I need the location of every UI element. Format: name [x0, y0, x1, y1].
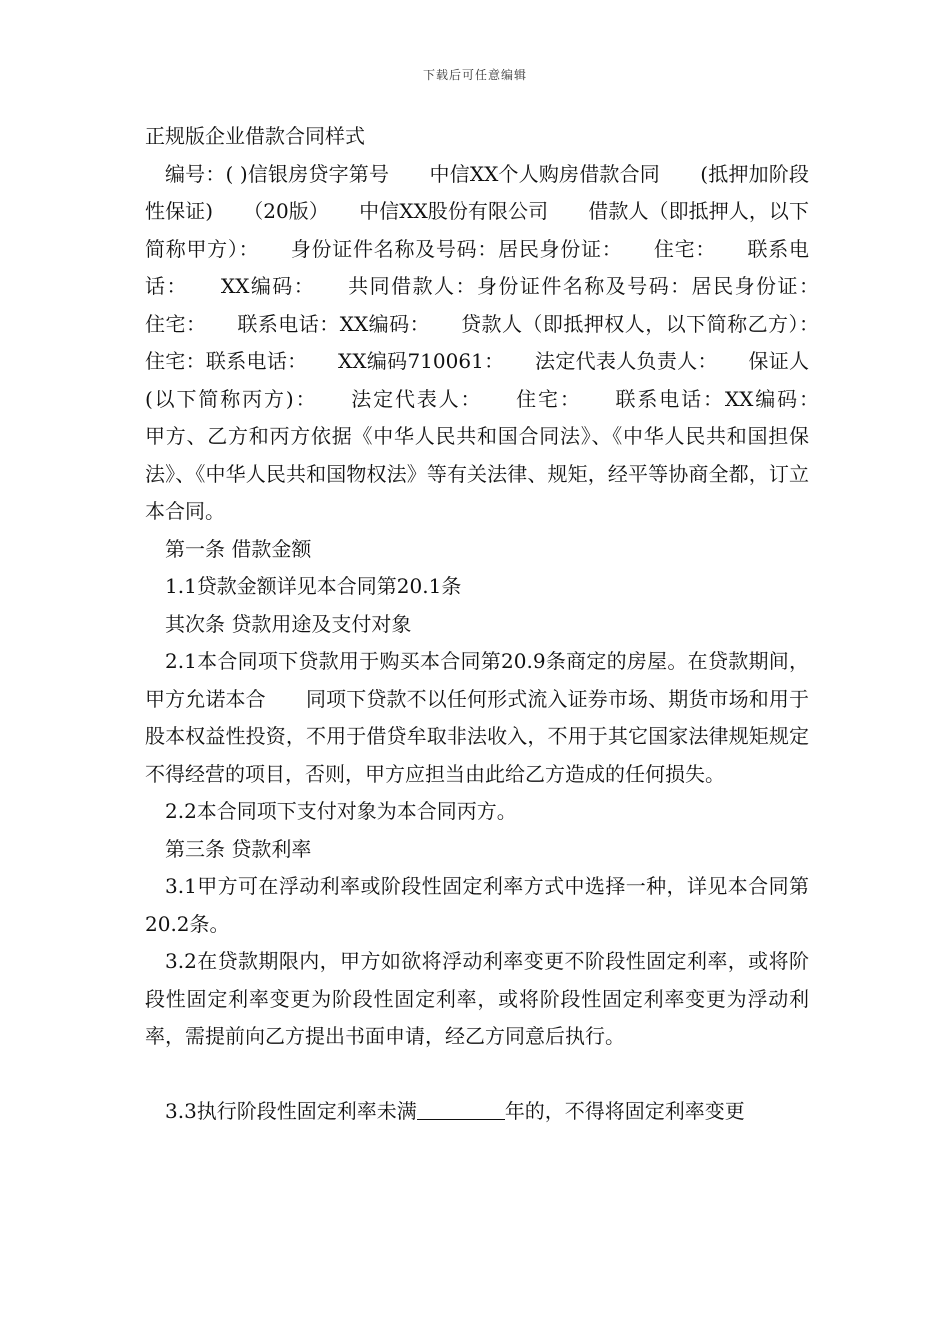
- clause-3-3-text-after: 年的，不得将固定利率变更: [504, 1098, 745, 1123]
- document-title: 正规版企业借款合同样式: [145, 124, 365, 148]
- clause-2-1: 2.1本合同项下贷款用于购买本合同第20.9条商定的房屋。在贷款期间，甲方允诺本合 同项下贷款不以任何形式流入证券市场、期货市场和用于股本权益性投资，不用于借贷牟取非法收入，不用于其它国家法律规矩规定不得经营的项目，否则，甲方应担当由此给乙方造成的任何损失。: [145, 649, 809, 786]
- clause-1-1: 1.1贷款金额详见本合同第20.1条: [165, 574, 462, 598]
- paragraph-spacer: [145, 1056, 809, 1093]
- clause-3-1: 3.1甲方可在浮动利率或阶段性固定利率方式中选择一种，详见本合同第20.2条。: [145, 874, 809, 936]
- document-body: [145, 118, 849, 1130]
- clause-3-2: 3.2在贷款期限内，甲方如欲将浮动利率变更不阶段性固定利率，或将阶段性固定利率变更为阶段性固定利率，或将阶段性固定利率变更为浮动利率，需提前向乙方提出书面申请，经乙方同意后执行。: [145, 949, 809, 1048]
- clause-3-3-text-before: 3.3执行阶段性固定利率未满: [165, 1098, 417, 1123]
- article-1-heading: 第一条 借款金额: [165, 536, 312, 561]
- clause-3-3: [145, 1093, 809, 1131]
- contract-intro-paragraph: 编号：( )信银房贷字第号 中信XX个人购房借款合同 (抵押加阶段性保证) （20版） 中信XX股份有限公司 借款人（即抵押人，以下简称甲方）： 身份证件名称及号码：居民身份证： 住宅： 联系电话： XX编码： 共同借款人：身份证件名称及号码：居民身份证： 住宅： 联系电话：XX编码： 贷款人（即抵押权人，以下简称乙方）： 住宅：联系电话： XX编码710061： 法定代表人负责人： 保证人(以下简称丙方)： 法定代表人： 住宅： 联系电话：XX编码： 甲方、乙方和丙方依据《中华人民共和国合同法》、《中华人民共和国担保法》、《中华人民共和国物权法》等有关法律、规矩，经平等协商全都，订立本合同。: [145, 161, 849, 523]
- fill-in-blank-line: [417, 1097, 505, 1120]
- article-3-heading: 第三条 贷款利率: [165, 836, 312, 861]
- article-2-heading: 其次条 贷款用途及支付对象: [165, 611, 412, 636]
- page-header: 下载后可任意编辑: [422, 68, 527, 82]
- clause-2-2: 2.2本合同项下支付对象为本合同丙方。: [165, 799, 517, 823]
